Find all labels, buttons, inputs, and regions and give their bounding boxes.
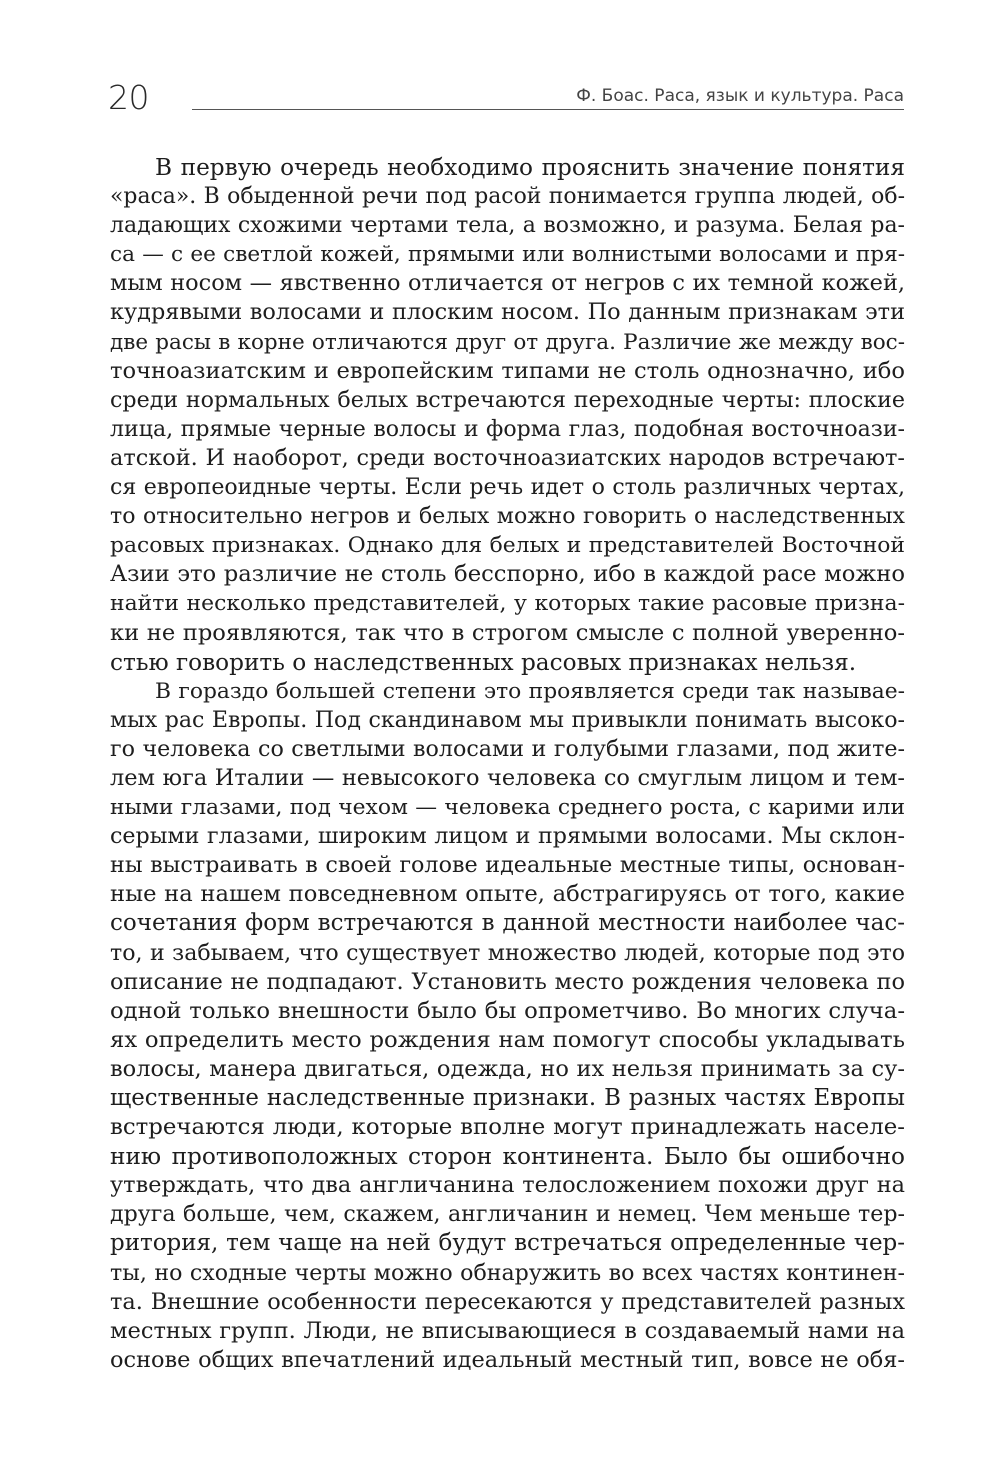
paragraph-2 bbox=[110, 677, 905, 1375]
page-header bbox=[108, 78, 904, 118]
text-line: сочетания форм встречаются в данной местности наиболее час- bbox=[110, 910, 905, 937]
text-line: точноазиатским и европейским типами не столь однозначно, ибо bbox=[110, 357, 905, 384]
text-line: ритория, тем чаще на ней будут встречаться определенные чер- bbox=[110, 1230, 905, 1257]
text-line: го человека со светлыми волосами и голубыми глазами, под жите- bbox=[110, 735, 905, 762]
text-line: то, и забываем, что существует множество людей, которые под это bbox=[110, 939, 905, 966]
text-line: встречаются люди, которые вполне могут принадлежать населе- bbox=[110, 1114, 905, 1141]
text-line: мых рас Европы. Под скандинавом мы привыкли понимать высоко- bbox=[110, 706, 905, 733]
text-line: ладающих схожими чертами тела, а возможно, и разума. Белая ра- bbox=[110, 213, 905, 239]
running-title: Ф. Боас. Раса, язык и культура. Раса bbox=[568, 86, 904, 106]
text-line: ными глазами, под чехом — человека среднего роста, с карими или bbox=[110, 795, 905, 821]
text-line: ты, но сходные черты можно обнаружить во всех частях континен- bbox=[110, 1259, 905, 1286]
text-line: утверждать, что два англичанина телосложением похожи друг на bbox=[110, 1172, 905, 1199]
text-line: ны выстраивать в своей голове идеальные местные типы, основан- bbox=[110, 852, 905, 879]
text-line: мым носом — явственно отличается от негров с их темной кожей, bbox=[110, 270, 905, 297]
body-text bbox=[110, 153, 905, 1375]
text-line: та. Внешние особенности пересекаются у представителей разных bbox=[110, 1288, 905, 1315]
text-line: ся европеоидные черты. Если речь идет о столь различных чертах, bbox=[110, 475, 905, 501]
text-line: «раса». В обыденной речи под расой понимается группа людей, об- bbox=[110, 184, 905, 210]
text-line: описание не подпадают. Установить место рождения человека по bbox=[110, 968, 905, 995]
text-line: ях определить место рождения нам помогут способы укладывать bbox=[110, 1026, 905, 1053]
text-line: лем юга Италии — невысокого человека со смуглым лицом и тем- bbox=[110, 764, 905, 791]
text-line: атской. И наоборот, среди восточноазиатских народов встречают- bbox=[110, 444, 905, 471]
text-line: ные на нашем повседневном опыте, абстрагируясь от того, какие bbox=[110, 881, 905, 908]
text-line: основе общих впечатлений идеальный местный тип, вовсе не обя- bbox=[110, 1346, 905, 1373]
paragraph-1 bbox=[110, 153, 905, 677]
text-line: В гораздо большей степени это проявляется среди так называе- bbox=[155, 678, 905, 704]
text-line: лица, прямые черные волосы и форма глаз, подобная восточноази- bbox=[110, 416, 905, 442]
header-rule bbox=[192, 109, 904, 110]
text-line: нию противоположных сторон континента. Было бы ошибочно bbox=[110, 1143, 905, 1171]
text-line: щественные наследственные признаки. В разных частях Европы bbox=[110, 1085, 905, 1111]
text-line: серыми глазами, широким лицом и прямыми волосами. Мы склон- bbox=[110, 823, 905, 850]
text-line: то относительно негров и белых можно говорить о наследственных bbox=[110, 504, 905, 530]
text-line: друга больше, чем, скажем, англичанин и немец. Чем меньше тер- bbox=[110, 1201, 905, 1228]
text-line: са — с ее светлой кожей, прямыми или волнистыми волосами и пря- bbox=[110, 242, 905, 268]
text-line: две расы в корне отличаются друг от друга. Различие же между вос- bbox=[110, 329, 905, 355]
text-line: среди нормальных белых встречаются переходные черты: плоские bbox=[110, 386, 905, 413]
text-line: ки не проявляются, так что в строгом смысле с полной уверенно- bbox=[110, 619, 905, 646]
page-number: 20 bbox=[108, 78, 149, 117]
text-line: В первую очередь необходимо прояснить значение понятия bbox=[155, 154, 905, 181]
text-line: Азии это различие не столь бесспорно, ибо в каждой расе можно bbox=[110, 561, 905, 588]
text-line: расовых признаках. Однако для белых и представителей Восточной bbox=[110, 533, 905, 559]
text-line: стью говорить о наследственных расовых признаках нельзя. bbox=[110, 648, 857, 676]
text-line: одной только внешности было бы опрометчиво. Во многих случа- bbox=[110, 997, 905, 1024]
text-line: кудрявыми волосами и плоским носом. По данным признакам эти bbox=[110, 299, 905, 326]
text-line: волосы, манера двигаться, одежда, но их нельзя принимать за су- bbox=[110, 1055, 905, 1082]
text-line: местных групп. Люди, не вписывающиеся в создаваемый нами на bbox=[110, 1317, 905, 1344]
text-line: найти несколько представителей, у которых такие расовые призна- bbox=[110, 591, 905, 617]
